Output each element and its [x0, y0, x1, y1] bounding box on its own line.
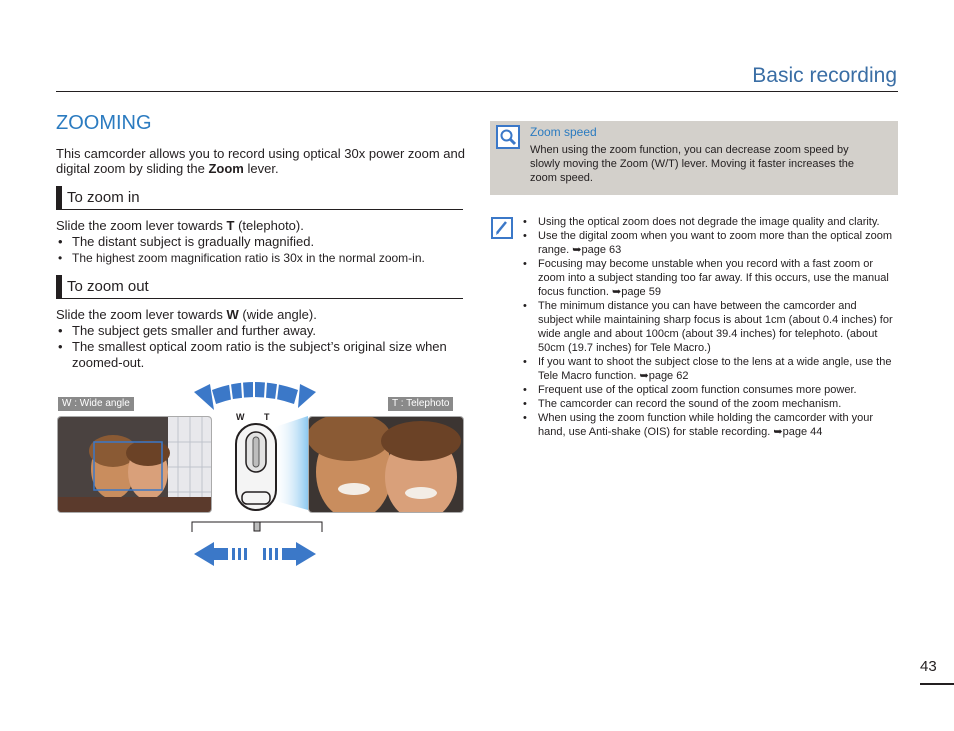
telephoto-photo [308, 416, 464, 513]
section-title: ZOOMING [56, 112, 152, 134]
wide-angle-label: W : Wide angle [58, 397, 134, 411]
tip-body: When using the zoom function, you can decrease zoom speed by slowly moving the Zoom (W/T) lever. Moving it faster increases the zoom speed. [530, 144, 854, 184]
list-item: • Use the digital zoom when you want to zoom more than the optical zoom range. ➥page 63 [521, 229, 893, 257]
notes-section [521, 215, 893, 439]
intro-bold: Zoom [208, 161, 244, 176]
zoom-lever-diagram [190, 380, 324, 570]
list-item: • The camcorder can record the sound of the zoom mechanism. [521, 397, 893, 411]
page-header-title: Basic recording [752, 64, 897, 87]
lever-w-label: W [236, 412, 245, 422]
wide-angle-photo-illustration [58, 417, 211, 512]
intro-paragraph: This camcorder allows you to record using optical 30x power zoom and digital zoom by sliding the Zoom lever. [56, 146, 465, 176]
telephoto-label: T : Telephoto [388, 397, 453, 411]
list-item: • The minimum distance you can have between the camcorder and subject while maintaining sharp focus is about 1cm (about 0.4 inches) for wide angle and about 100cm (about 39.4 inches) for telephoto. (about 50cm (19.7 inches) for Tele Macro.) [521, 299, 893, 355]
subheading-text: To zoom in [67, 189, 140, 206]
page-number-rule [920, 683, 954, 685]
subheading-zoom-in [56, 186, 463, 210]
subheading-text: To zoom out [67, 278, 149, 295]
zoom-out-lead: Slide the zoom lever towards W (wide angle). [56, 307, 317, 322]
list-item: • Using the optical zoom does not degrade the image quality and clarity. [521, 215, 893, 229]
zoom-lever-illustration [190, 380, 324, 570]
zoom-in-lead: Slide the zoom lever towards T (telephoto). [56, 218, 304, 233]
zoom-in-bullets [56, 234, 466, 266]
header-rule [56, 91, 898, 92]
subheading-zoom-out [56, 275, 463, 299]
zoom-in-section [56, 218, 466, 266]
list-item: • Focusing may become unstable when you record with a fast zoom or zoom into a subject standing too far away. If this occurs, use the manual focus function. ➥page 59 [521, 257, 893, 299]
subheading-bar [56, 275, 62, 298]
list-item: • The highest zoom magnification ratio is 30x in the normal zoom-in. [56, 250, 466, 266]
list-item: • The subject gets smaller and further away. [56, 323, 466, 339]
magnifier-icon [496, 125, 520, 149]
zoom-out-section [56, 307, 466, 371]
telephoto-photo-illustration [309, 417, 463, 512]
zoom-out-bullets [56, 323, 466, 371]
wide-angle-photo [57, 416, 212, 513]
pencil-note-icon [491, 217, 513, 239]
list-item: • Frequent use of the optical zoom function consumes more power. [521, 383, 893, 397]
lever-t-label: T [264, 412, 270, 422]
list-item: • The smallest optical zoom ratio is the subject’s original size when zoomed-out. [56, 339, 466, 371]
notes-list [521, 215, 893, 439]
tip-title: Zoom speed [530, 125, 597, 139]
list-item: • The distant subject is gradually magnified. [56, 234, 466, 250]
list-item: • When using the zoom function while holding the camcorder with your hand, use Anti-shake (OIS) for stable recording. ➥page 44 [521, 411, 893, 439]
list-item: • If you want to shoot the subject close to the lens at a wide angle, use the Tele Macro function. ➥page 62 [521, 355, 893, 383]
page-number: 43 [920, 658, 937, 675]
subheading-bar [56, 186, 62, 209]
